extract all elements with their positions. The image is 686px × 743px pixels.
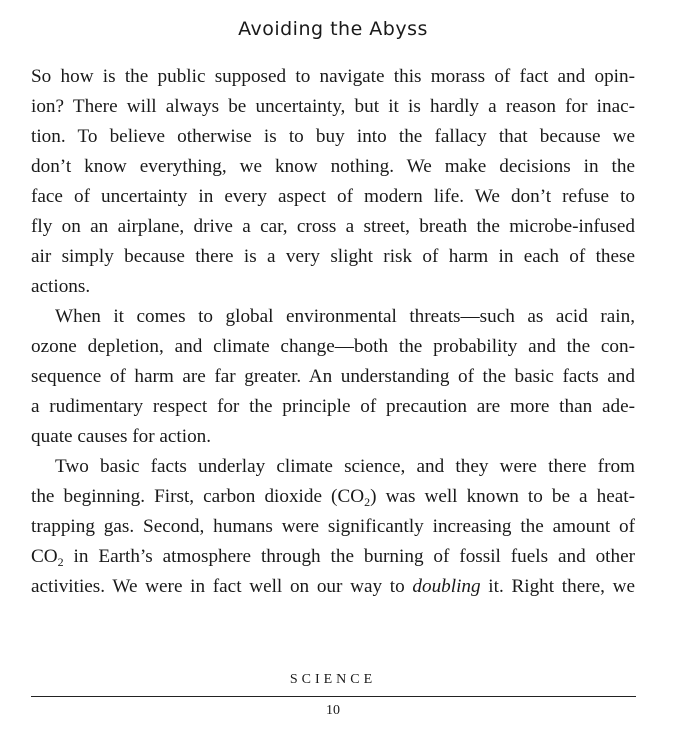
footer-divider bbox=[31, 696, 636, 697]
page-number: 10 bbox=[326, 703, 340, 718]
text-line: fly on an airplane, drive a car, cross a street, breath the microbe-infused bbox=[31, 216, 635, 237]
emphasis: doubling bbox=[412, 576, 481, 597]
text-line: a rudimentary respect for the principle of precaution are more than ade- bbox=[31, 396, 635, 417]
text-line: So how is the public supposed to navigate this morass of fact and opin- bbox=[31, 66, 635, 87]
text-segment: CO bbox=[31, 546, 58, 567]
text-line bbox=[31, 572, 635, 602]
text-segment: in Earth’s atmosphere through the burning of fossil fuels and other bbox=[63, 546, 635, 567]
text-segment: the beginning. First, carbon dioxide (CO bbox=[31, 486, 365, 507]
text-segment: it. Right there, we bbox=[480, 576, 635, 597]
text-line: don’t know everything, we know nothing. We make decisions in the bbox=[31, 156, 635, 177]
text-line: quate causes for action. bbox=[31, 426, 212, 447]
text-line: air simply because there is a very slight risk of harm in each of these bbox=[31, 246, 635, 267]
text-line: ozone depletion, and climate change—both the probability and the con- bbox=[31, 336, 635, 357]
subscript: 2 bbox=[57, 555, 64, 569]
text-segment: ) was well known to be a heat- bbox=[370, 486, 635, 507]
text-segment: activities. We were in fact well on our way to bbox=[31, 576, 413, 597]
text-line: sequence of harm are far greater. An understanding of the basic facts and bbox=[31, 366, 635, 387]
text-line: tion. To believe otherwise is to buy into the fallacy that because we bbox=[31, 126, 635, 147]
text-line bbox=[31, 482, 635, 512]
subscript: 2 bbox=[364, 495, 371, 509]
text-line: trapping gas. Second, humans were significantly increasing the amount of bbox=[31, 516, 635, 537]
text-line: Two basic facts underlay climate science, and they were there from bbox=[55, 456, 635, 477]
text-line bbox=[31, 542, 635, 572]
body-text bbox=[31, 62, 635, 602]
section-label: SCIENCE bbox=[289, 672, 377, 687]
text-line: face of uncertainty in every aspect of modern life. We don’t refuse to bbox=[31, 186, 635, 207]
text-line: ion? There will always be uncertainty, but it is hardly a reason for inac- bbox=[31, 96, 635, 117]
text-line: actions. bbox=[31, 276, 91, 297]
text-line: When it comes to global environmental threats—such as acid rain, bbox=[55, 306, 635, 327]
running-title: Avoiding the Abyss bbox=[238, 18, 428, 40]
